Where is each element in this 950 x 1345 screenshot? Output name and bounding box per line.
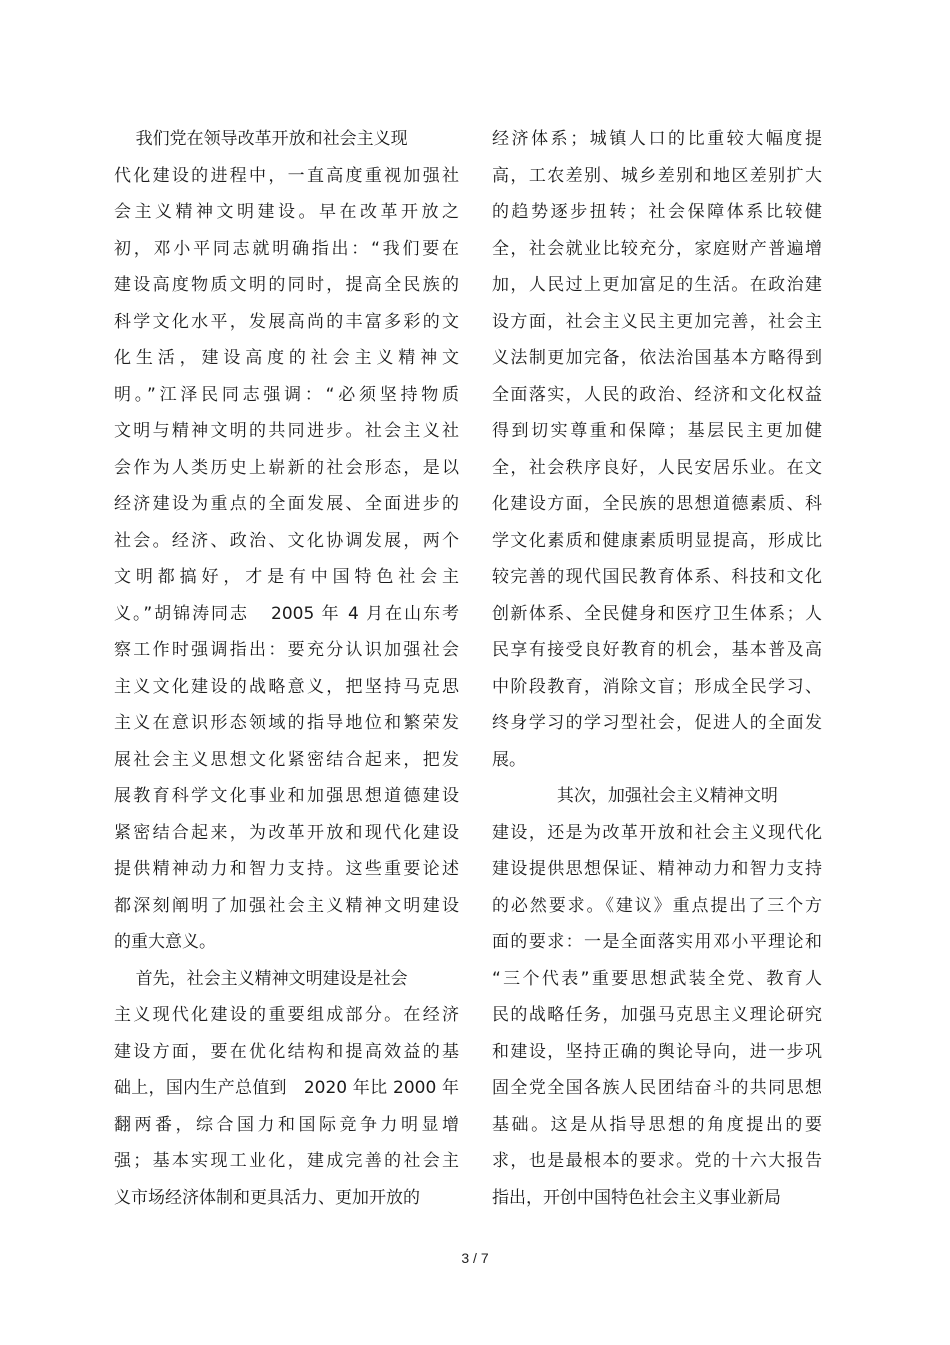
text-line: 固全党全国各族人民团结奋斗的共同思想 <box>492 1078 822 1098</box>
text-line: 展社会主义思想文化紧密结合起来，把发 <box>114 749 459 770</box>
text-line: 都深刻阐明了加强社会主义精神文明建设 <box>114 895 459 916</box>
text-line: 的趋势逐步扭转；社会保障体系比较健 <box>492 202 822 222</box>
text-line: 高，工农差别、城乡差别和地区差别扩大 <box>492 165 822 186</box>
text-line: 代化建设的进程中，一直高度重视加强社 <box>114 165 459 186</box>
text-line: 义。”胡锦涛同志 2005 年 4 月在山东考 <box>114 603 459 624</box>
text-line: 建设方面，要在优化结构和提高效益的基 <box>114 1041 459 1062</box>
text-line: 全面落实，人民的政治、经济和文化权益 <box>492 384 822 405</box>
right-column <box>492 121 822 1216</box>
text-line: 得到切实尊重和保障；基层民主更加健 <box>492 421 822 441</box>
text-line: 展教育科学文化事业和加强思想道德建设 <box>114 786 459 806</box>
text-line: 义市场经济体制和更具活力、更加开放的 <box>114 1187 420 1208</box>
text-line: 紧密结合起来，为改革开放和现代化建设 <box>114 822 459 843</box>
text-line: 首先，社会主义精神文明建设是社会 <box>114 968 408 989</box>
text-line: 明。”江泽民同志强调：“必须坚持物质 <box>114 384 459 405</box>
text-line: 全，社会秩序良好，人民安居乐业。在文 <box>492 457 822 478</box>
text-line: 指出，开创中国特色社会主义事业新局 <box>492 1187 781 1208</box>
text-line: 较完善的现代国民教育体系、科技和文化 <box>492 567 822 587</box>
page-number: 3 / 7 <box>461 1250 489 1266</box>
text-line: “三个代表”重要思想武装全党、教育人 <box>492 968 822 989</box>
text-line: 察工作时强调指出：要充分认识加强社会 <box>114 640 459 660</box>
text-line: 文明都搞好，才是有中国特色社会主 <box>114 567 459 587</box>
text-line: 经济体系；城镇人口的比重较大幅度提 <box>492 129 822 149</box>
text-line: 提供精神动力和智力支持。这些重要论述 <box>114 859 459 879</box>
text-line: 会主义精神文明建设。早在改革开放之 <box>114 202 459 222</box>
text-line: 创新体系、全民健身和医疗卫生体系；人 <box>492 603 822 624</box>
text-line: 强；基本实现工业化，建成完善的社会主 <box>114 1151 459 1171</box>
text-line: 建设，还是为改革开放和社会主义现代化 <box>492 822 822 843</box>
text-line: 全，社会就业比较充分，家庭财产普遍增 <box>492 238 822 259</box>
text-line: 我们党在领导改革开放和社会主义现 <box>114 129 408 149</box>
text-line: 民的战略任务，加强马克思主义理论研究 <box>492 1005 822 1025</box>
text-line: 求，也是最根本的要求。党的十六大报告 <box>492 1151 822 1171</box>
text-line: 展。 <box>492 749 526 770</box>
text-line: 学文化素质和健康素质明显提高，形成比 <box>492 530 822 551</box>
left-column <box>114 121 459 1216</box>
text-line: 翻两番，综合国力和国际竞争力明显增 <box>114 1114 459 1135</box>
text-line: 民享有接受良好教育的机会，基本普及高 <box>492 640 822 660</box>
text-line: 化建设方面，全民族的思想道德素质、科 <box>492 494 822 514</box>
text-line: 初，邓小平同志就明确指出：“我们要在 <box>114 238 459 259</box>
text-line: 的必然要求。《建议》重点提出了三个方 <box>492 895 822 916</box>
text-line: 主义在意识形态领域的指导地位和繁荣发 <box>114 713 459 733</box>
text-line: 终身学习的学习型社会，促进人的全面发 <box>492 713 822 733</box>
text-line: 中阶段教育，消除文盲；形成全民学习、 <box>492 676 822 697</box>
text-line: 加，人民过上更加富足的生活。在政治建 <box>492 275 822 295</box>
text-line: 基础。这是从指导思想的角度提出的要 <box>492 1114 822 1135</box>
text-line: 主义现代化建设的重要组成部分。在经济 <box>114 1005 459 1025</box>
text-line: 建设提供思想保证、精神动力和智力支持 <box>492 859 822 879</box>
text-line: 文明与精神文明的共同进步。社会主义社 <box>114 421 459 441</box>
text-line: 化生活，建设高度的社会主义精神文 <box>114 348 459 368</box>
text-line: 建设高度物质文明的同时，提高全民族的 <box>114 275 459 295</box>
text-line: 和建设，坚持正确的舆论导向，进一步巩 <box>492 1041 822 1062</box>
text-line: 社会。经济、政治、文化协调发展，两个 <box>114 530 459 551</box>
text-line: 设方面，社会主义民主更加完善，社会主 <box>492 311 822 332</box>
text-line: 会作为人类历史上崭新的社会形态，是以 <box>114 457 459 478</box>
text-line: 经济建设为重点的全面发展、全面进步的 <box>114 494 459 514</box>
text-line: 其次，加强社会主义精神文明 <box>492 786 778 806</box>
text-line: 础上，国内生产总值到 2020 年比 2000 年 <box>114 1078 459 1098</box>
text-line: 的重大意义。 <box>114 932 216 952</box>
text-line: 面的要求：一是全面落实用邓小平理论和 <box>492 932 822 952</box>
text-line: 义法制更加完备，依法治国基本方略得到 <box>492 348 822 368</box>
text-line: 科学文化水平，发展高尚的丰富多彩的文 <box>114 311 459 332</box>
text-line: 主义文化建设的战略意义，把坚持马克思 <box>114 676 459 697</box>
